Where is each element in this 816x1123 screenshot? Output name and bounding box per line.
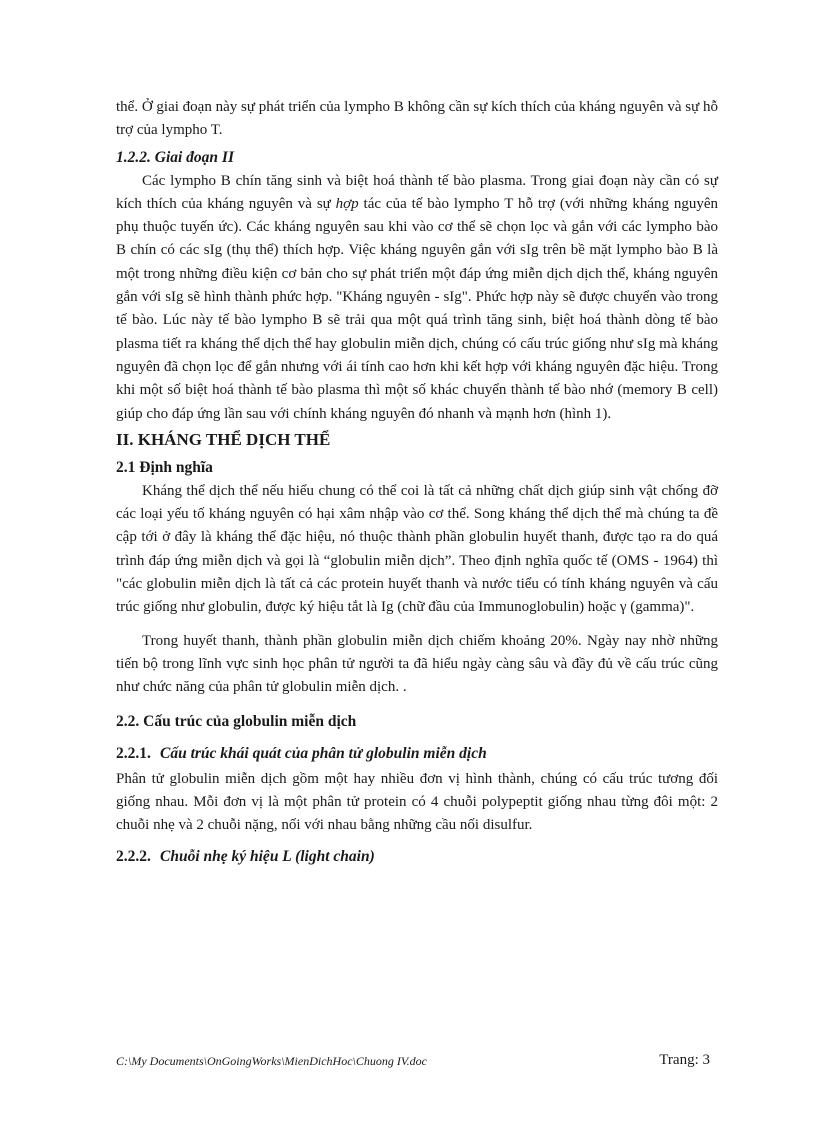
section-1-2-2-paragraph bbox=[116, 170, 718, 426]
structure-paragraph: Phân tử globulin miễn dịch gồm một hay nhiều đơn vị hình thành, chúng có cấu trúc tương đối giống nhau. Mỗi đơn vị là một phân tử protein có 4 chuỗi polypeptit giống nhau từng đôi một: 2 chuỗi nhẹ và 2 chuỗi nặng, nối với nhau bằng những cầu nối disulfur. bbox=[116, 770, 718, 834]
para-text-emphasis: hợp bbox=[335, 195, 359, 212]
heading-number: 2.2.2. bbox=[116, 848, 151, 866]
para-text-a: Các lympho B chín tăng sinh và biệt hoá thành tế bào plasma. Trong giai đoạn này cần có sự kích thích của kháng nguyên và sự bbox=[116, 172, 718, 212]
heading-2-2-2 bbox=[116, 845, 718, 869]
heading-title: Cấu trúc khái quát của phân tử globulin miễn dịch bbox=[160, 744, 487, 762]
heading-2-2-1 bbox=[116, 742, 718, 766]
heading-title: Chuỗi nhẹ ký hiệu L (light chain) bbox=[160, 848, 375, 866]
document-body bbox=[116, 96, 718, 871]
intro-paragraph: thể. Ở giai đoạn này sự phát triển của lympho B không cần sự kích thích của kháng nguyên và sự hỗ trợ của lympho T. bbox=[116, 99, 718, 139]
heading-number: 2.2.1. bbox=[116, 744, 151, 762]
definition-paragraph: Kháng thể dịch thể nếu hiểu chung có thể coi là tất cả những chất dịch giúp sinh vật chống đỡ các loại yếu tố kháng nguyên có hại xâm nhập vào cơ thể. Song kháng thể dịch thể mà chúng ta đề cập tới ở đây là kháng thể đặc hiệu, nó thuộc thành phần globulin huyết thanh, được tạo ra do quá trình đáp ứng miễn dịch và gọi là “globulin miễn dịch”. Theo định nghĩa quốc tế (OMS - 1964) thì "các globulin miễn dịch là tất cả các protein huyết thanh và nước tiểu có tính kháng nguyên và cấu trúc giống như globulin, được ký hiệu tắt là Ig (chữ đầu của Immunoglobulin) hoặc γ (gamma)". bbox=[116, 482, 718, 616]
heading-2-1: 2.1 Định nghĩa bbox=[116, 458, 213, 476]
serum-paragraph: Trong huyết thanh, thành phần globulin miễn dịch chiếm khoảng 20%. Ngày nay nhờ những tiến bộ trong lĩnh vực sinh học phân tử người ta đã hiểu ngày càng sâu và đầy đủ về cấu trúc cũng như chức năng của phân tử globulin miễn dịch. . bbox=[116, 632, 718, 696]
page-number: Trang: 3 bbox=[659, 1052, 710, 1068]
heading-2-2: 2.2. Cấu trúc của globulin miễn dịch bbox=[116, 712, 357, 730]
para-text-b: tác của tế bào lympho T hỗ trợ (với những kháng nguyên phụ thuộc tuyến ức). Các kháng nguyên sau khi vào cơ thể sẽ chọn lọc và gắn với các lympho bào B chín có các sIg (thụ thể) thích hợp. Việc kháng nguyên gắn với sIg trên bề mặt lympho bào B là một trong những điều kiện cơ bản cho sự phát triển một đáp ứng miễn dịch dịch thể, kháng nguyên gắn với sIg sẽ hình thành phức hợp. "Kháng nguyên - sIg". Phức hợp này sẽ được chuyển vào trong tế bào. Lúc này tế bào lympho B sẽ trải qua một quá trình tăng sinh, biệt hoá thành dòng tế bào plasma tiết ra kháng thể dịch thể hay globulin miễn dịch, chúng có cấu trúc giống như sIg mà kháng nguyên đã chọn lọc để gắn nhưng với ái tính cao hơn khi kết hợp với kháng nguyên đặc hiệu. Trong khi một số biệt hoá thành tế bào plasma thì một số khác chuyển thành tế bào nhớ (memory B cell) giúp cho đáp ứng lần sau với chính kháng nguyên đó nhanh và mạnh hơn (hình 1). bbox=[116, 195, 718, 422]
heading-1-2-2: 1.2.2. Giai đoạn II bbox=[116, 148, 234, 166]
heading-II: II. KHÁNG THỂ DỊCH THỂ bbox=[116, 429, 331, 449]
file-path: C:\My Documents\OnGoingWorks\MienDichHoc\Chuong IV.doc bbox=[116, 1054, 427, 1068]
